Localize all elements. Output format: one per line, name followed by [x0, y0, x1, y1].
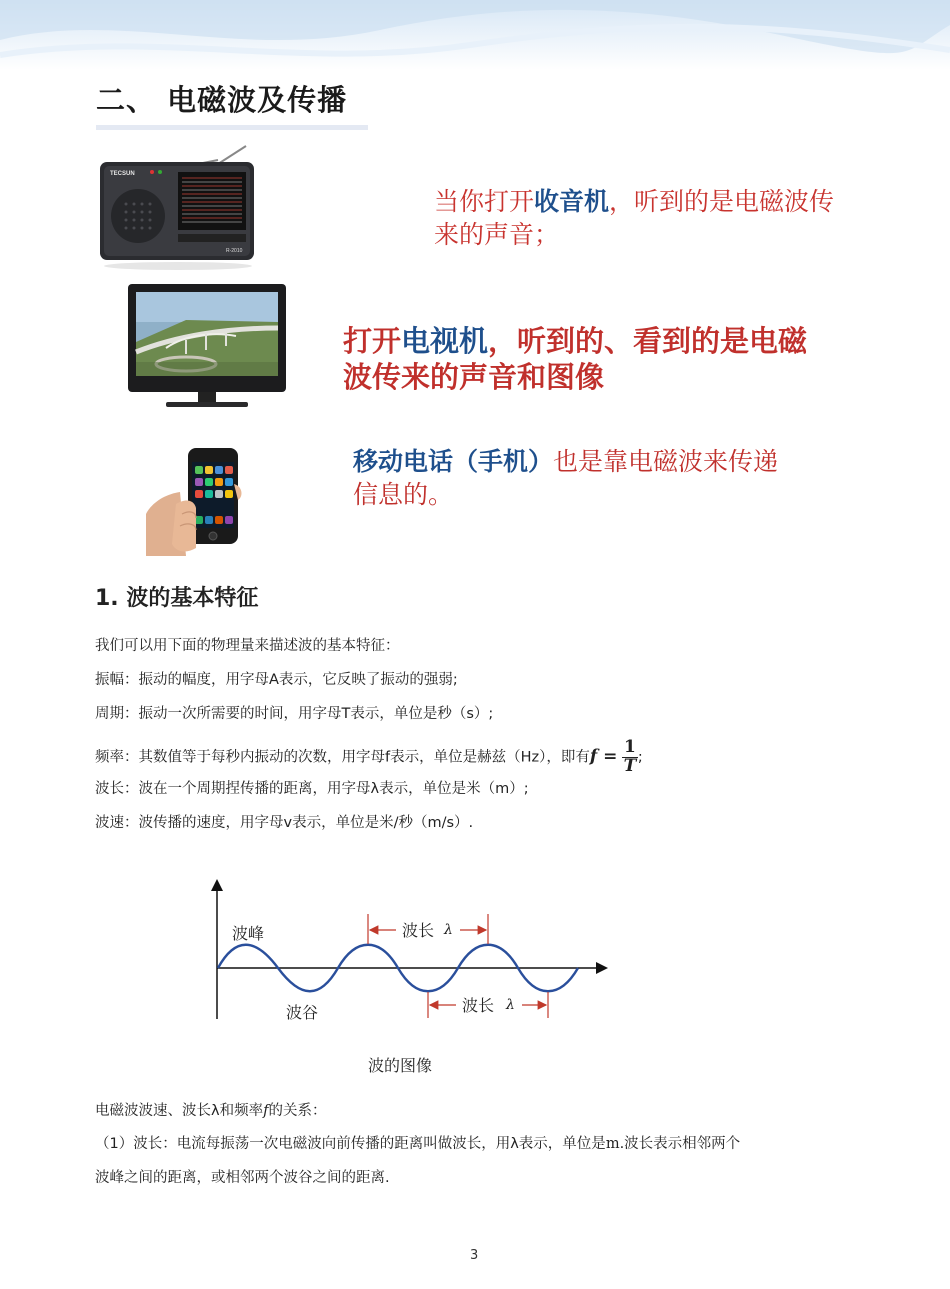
frequency-text-post: ;: [637, 749, 643, 766]
lambda-symbol-top: λ: [444, 922, 453, 938]
wavelength-text: 波长：波在一个周期捏传播的距离，用字母λ表示，单位是米（m）;: [95, 781, 529, 797]
lambda-symbol-bottom: λ: [506, 997, 515, 1013]
frequency-formula-lhs: f =: [589, 746, 618, 767]
phone-caption-emphasis: 移动电话（手机）: [353, 447, 554, 476]
tv-illustration: [126, 282, 288, 410]
section-title: 二、 电磁波及传播: [96, 83, 348, 117]
frequency-text: [95, 739, 643, 776]
phone-caption-post: 也是靠电磁波来传递信息的。: [353, 447, 779, 509]
radio-brand: TECSUN: [110, 171, 135, 177]
relation-item-1-unit: m: [605, 1136, 620, 1152]
trough-label: 波谷: [286, 1003, 319, 1022]
relation-item-1-line2: 波峰之间的距离，或相邻两个波谷之间的距离.: [95, 1170, 390, 1186]
relation-item-1-post: .波长表示相邻两个: [619, 1136, 741, 1152]
speed-text: 波速：波传播的速度，用字母v表示，单位是米/秒（m/s）.: [95, 815, 474, 831]
radio-caption: [434, 186, 854, 251]
radio-caption-pre: 当你打开: [434, 187, 535, 216]
tv-caption-post: ，听到的、看到的是电磁波传来的声音和图像: [343, 324, 808, 395]
tv-caption: [343, 323, 833, 396]
relation-title-pre: 电磁波波速、波长λ和频率: [95, 1103, 264, 1119]
relation-title: [95, 1099, 326, 1120]
intro-text: 我们可以用下面的物理量来描述波的基本特征：: [95, 638, 400, 654]
wavelength-label-top: 波长: [402, 921, 435, 940]
radio-caption-emphasis: 收音机: [534, 187, 610, 216]
amplitude-text: 振幅：振动的幅度，用字母A表示，它反映了振动的强弱;: [95, 672, 458, 688]
tv-caption-pre: 打开: [343, 324, 402, 358]
phone-illustration: [146, 444, 246, 556]
relation-item-1: [95, 1132, 740, 1153]
relation-title-f: f: [263, 1103, 269, 1119]
phone-caption: [353, 446, 803, 511]
crest-label: 波峰: [232, 924, 265, 943]
title-underline: [96, 125, 368, 130]
radio-illustration: [98, 142, 258, 272]
frequency-fraction: [622, 739, 638, 776]
relation-item-1-pre: （1）波长：电流每振荡一次电磁波向前传播的距离叫做波长，用λ表示，单位是: [95, 1136, 606, 1152]
period-text: 周期：振动一次所需要的时间，用字母T表示，单位是秒（s）;: [95, 706, 494, 722]
wave-diagram: [200, 872, 620, 1032]
subsection-title: 1. 波的基本特征: [95, 586, 259, 611]
fraction-numerator: 1: [623, 737, 636, 757]
wavelength-label-bottom: 波长: [462, 996, 495, 1015]
radio-model: R-2010: [226, 248, 243, 254]
frequency-text-pre: 频率：其数值等于每秒内振动的次数，用字母f表示，单位是赫兹（Hz），即有: [95, 749, 590, 766]
relation-title-post: 的关系：: [268, 1103, 327, 1119]
tv-caption-emphasis: 电视机: [401, 324, 489, 358]
page-number: 3: [470, 1248, 479, 1263]
header-wave-decoration: [0, 0, 950, 70]
radio-caption-post: ，听到的是电磁波传来的声音；: [434, 187, 835, 249]
wave-diagram-caption: 波的图像: [368, 1056, 433, 1075]
fraction-denominator: T: [623, 755, 637, 776]
